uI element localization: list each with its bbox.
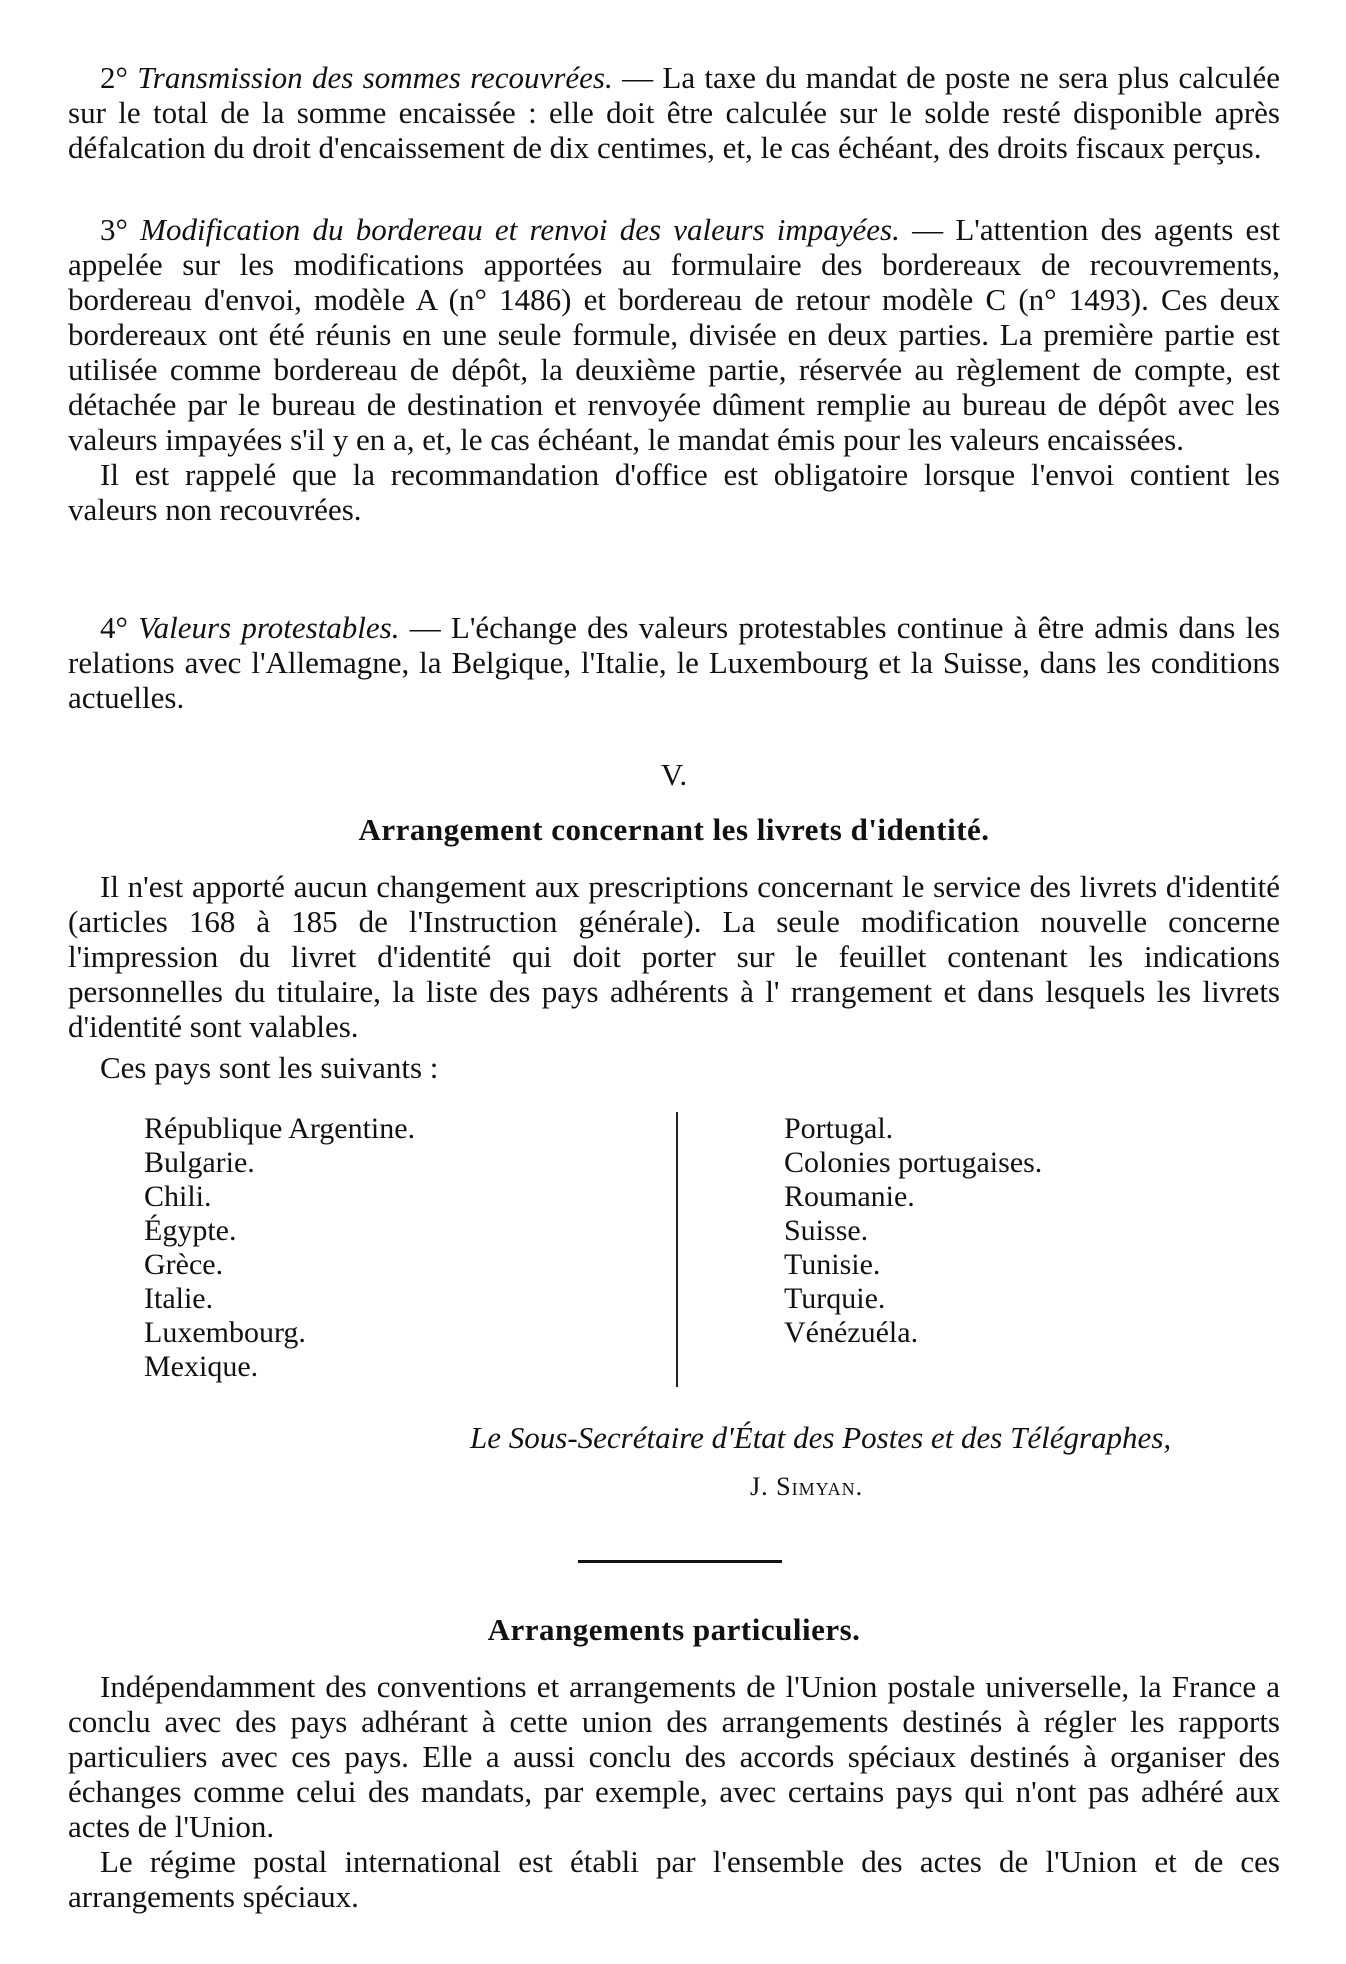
country-item: Luxembourg. (144, 1316, 306, 1349)
item-3-extra: Il est rappelé que la recommandation d'office est obligatoire lorsque l'envoi contient les valeurs non recouvrées. (68, 457, 1280, 527)
countries-list (144, 1112, 1124, 1387)
list-intro: Ces pays sont les suivants : (100, 1050, 439, 1085)
item-3-title: Modification du bordereau et renvoi des valeurs impayées. (140, 212, 900, 247)
country-item: Roumanie. (784, 1180, 915, 1213)
countries-right-column (784, 1112, 1042, 1350)
country-item: Chili. (144, 1180, 212, 1213)
item-3-body: — L'attention des agents est appelée sur les modifications apportées au formulaire des bordereaux de recouvrements, bordereau d'envoi, modèle A (n° 1486) et bordereau de retour modèle C (n° 1493). Ces deux bordereaux ont été réunis en une seule formule, divisée en deux parties. La première partie est utilisée comme bordereau de dépôt, la deuxième partie, réservée au règlement de compte, est détachée par le bureau de destination et renvoyée dûment remplie au bureau de dépôt avec les valeurs impayées s'il y en a, et, le cas échéant, le mandat émis pour les valeurs encaissées. (68, 212, 1280, 457)
item-3-number: 3° (100, 212, 128, 247)
item-2-paragraph (68, 60, 1280, 165)
country-item: Vénézuéla. (784, 1316, 919, 1349)
section-v-block (68, 757, 1280, 1085)
country-item: Colonies portugaises. (784, 1146, 1043, 1179)
countries-left-column (144, 1112, 415, 1384)
column-divider (676, 1112, 678, 1387)
country-item: Égypte. (144, 1214, 237, 1247)
item-2-title: Transmission des sommes recouvrées. (137, 60, 613, 95)
section-paragraph: Il n'est apporté aucun changement aux prescriptions concernant le service des livrets d'identité (articles 168 à 185 de l'Instruction générale). La seule modification nouvelle concerne l'impression du livret d'identité qui doit porter sur le feuillet contenant les indications personnelles du titulaire, la liste des pays adhérents à l' rrangement et dans lesquels les livrets d'identité sont valables. (68, 869, 1280, 1044)
item-2-body: — La taxe du mandat de poste ne sera plus calculée sur le total de la somme encaissée : elle doit être calculée sur le solde resté disponible après défalcation du droit d'encaissement de dix centimes, et, le cas échéant, des droits fiscaux perçus. (68, 60, 1281, 165)
item-4-paragraph (68, 610, 1280, 715)
particuliers-paragraph-2: Le régime postal international est établi par l'ensemble des actes de l'Union et de ces arrangements spéciaux. (68, 1844, 1280, 1914)
separator-rule (578, 1560, 782, 1563)
country-item: Grèce. (144, 1248, 224, 1281)
item-2-block (68, 60, 1280, 165)
item-3-paragraph (68, 212, 1280, 457)
item-4-title: Valeurs protestables. (138, 610, 400, 645)
particuliers-block (68, 1612, 1280, 1914)
particuliers-heading: Arrangements particuliers. (487, 1612, 861, 1647)
country-item: République Argentine. (144, 1112, 416, 1145)
section-heading: Arrangement concernant les livrets d'identité. (358, 812, 990, 847)
country-item: Italie. (144, 1282, 214, 1315)
country-item: Turquie. (784, 1282, 886, 1315)
signature-title: Le Sous-Secrétaire d'État des Postes et des Télégraphes, (470, 1420, 1172, 1455)
country-item: Suisse. (784, 1214, 869, 1247)
signature-name: J. Simyan. (750, 1472, 864, 1501)
country-item: Bulgarie. (144, 1146, 255, 1179)
section-numeral: V. (660, 757, 688, 792)
item-3-block (68, 212, 1280, 527)
country-item: Tunisie. (784, 1248, 881, 1281)
particuliers-paragraph-1: Indépendamment des conventions et arrangements de l'Union postale universelle, la France a conclu avec des pays adhérant à cette union des arrangements destinés à régler les rapports particuliers avec ces pays. Elle a aussi conclu des accords spéciaux destinés à organiser des échanges comme celui des mandats, par exemple, avec certains pays qui n'ont pas adhéré aux actes de l'Union. (68, 1669, 1280, 1844)
item-2-number: 2° (100, 60, 128, 95)
country-item: Mexique. (144, 1350, 259, 1383)
country-item: Portugal. (784, 1112, 894, 1145)
item-4-body: — L'échange des valeurs protestables continue à être admis dans les relations avec l'Allemagne, la Belgique, l'Italie, le Luxembourg et la Suisse, dans les conditions actuelles. (68, 610, 1281, 715)
item-4-block (68, 610, 1280, 715)
item-4-number: 4° (100, 610, 128, 645)
